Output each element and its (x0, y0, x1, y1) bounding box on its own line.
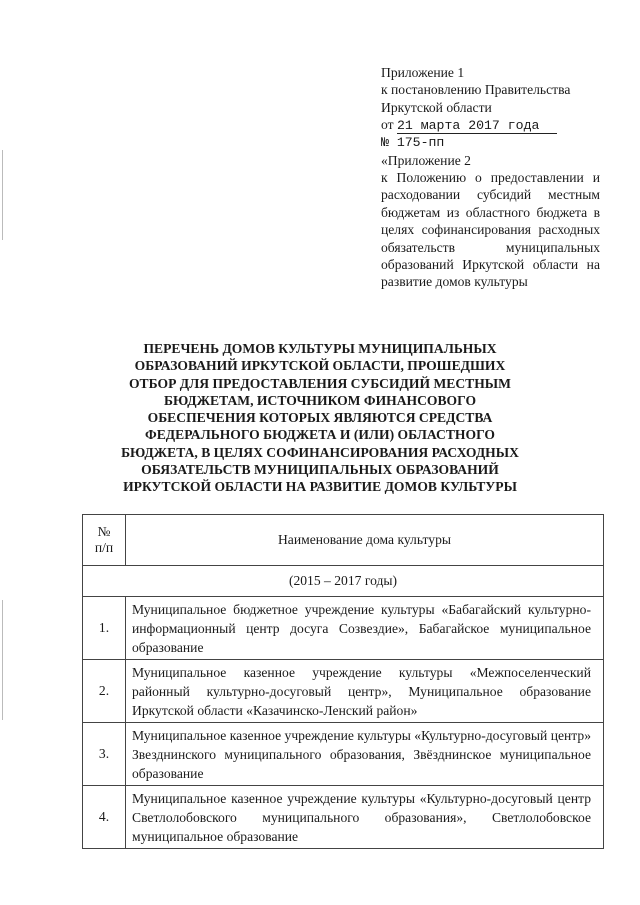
table-row (83, 786, 604, 849)
row-number: 3. (83, 723, 126, 786)
sub-annex-text: к Положению о предоставлении и расходовании субсидий местным бюджетам из областного бюджета в целях софинансирования расходных обязательств муниципальных образований Иркутской области на развитие домов культуры (381, 170, 600, 290)
table-row (83, 597, 604, 660)
row-number: 1. (83, 597, 126, 660)
row-number: 2. (83, 660, 126, 723)
row-name: Муниципальное бюджетное учреждение культуры «Бабагайский культурно-информационный центр досуга Созвездие», Бабагайское муниципальное образование (126, 597, 604, 660)
header-number-abbr: п/п (94, 540, 114, 555)
number-prefix: № (381, 135, 389, 151)
culture-houses-table (82, 514, 604, 849)
annex-heading: Приложение 1 (381, 65, 465, 80)
document-title: ПЕРЕЧЕНЬ ДОМОВ КУЛЬТУРЫ МУНИЦИПАЛЬНЫХ ОБРАЗОВАНИЙ ИРКУТСКОЙ ОБЛАСТИ, ПРОШЕДШИХ ОТБОР ДЛЯ ПРЕДОСТАВЛЕНИЯ СУБСИДИЙ МЕСТНЫМ БЮДЖЕТАМ, ИСТОЧНИКОМ ФИНАНСОВОГО ОБЕСПЕЧЕНИЯ КОТОРЫХ ЯВЛЯЮТСЯ СРЕДСТВА ФЕДЕРАЛЬНОГО БЮДЖЕТА И (ИЛИ) ОБЛАСТНОГО БЮДЖЕТА, В ЦЕЛЯХ СОФИНАНСИРОВАНИЯ РАСХОДНЫХ ОБЯЗАТЕЛЬСТВ МУНИЦИПАЛЬНЫХ ОБРАЗОВАНИЙ ИРКУТСКОЙ ОБЛАСТИ НА РАЗВИТИЕ ДОМОВ КУЛЬТУРЫ (121, 341, 519, 495)
annex-date (381, 116, 600, 134)
annex-number (381, 134, 600, 151)
header-name-cell: Наименование дома культуры (126, 515, 604, 566)
header-number-symbol: № (97, 524, 111, 539)
date-prefix: от (381, 117, 394, 133)
annex-block (381, 64, 600, 291)
table-header-row (83, 515, 604, 566)
annex-resolution-ref: к постановлению Правительства (381, 82, 571, 98)
annex-region: Иркутской области (381, 99, 492, 115)
number-value: 175-пп (396, 135, 445, 151)
period-row (83, 566, 604, 597)
row-name: Муниципальное казенное учреждение культуры «Межпоселенческий районный культурно-досуговый центр», Муниципальное образование Иркутской области «Казачинско-Ленский район» (126, 660, 604, 723)
header-number-cell (83, 515, 126, 566)
period-cell: (2015 – 2017 годы) (83, 566, 604, 597)
table-row (83, 723, 604, 786)
scan-edge-mark (2, 150, 3, 240)
row-name: Муниципальное казенное учреждение культуры «Культурно-досуговый центр Светлолобовского муниципального образования», Светлолобовское муниципальное образование (126, 786, 604, 849)
row-name: Муниципальное казенное учреждение культуры «Культурно-досуговый центр» Звезднинского муниципального образования, Звёзднинское муниципальное образование (126, 723, 604, 786)
row-number: 4. (83, 786, 126, 849)
sub-annex-heading: «Приложение 2 (381, 152, 471, 168)
scan-edge-mark (2, 600, 3, 720)
table-row (83, 660, 604, 723)
date-value: 21 марта 2017 года (397, 118, 557, 134)
